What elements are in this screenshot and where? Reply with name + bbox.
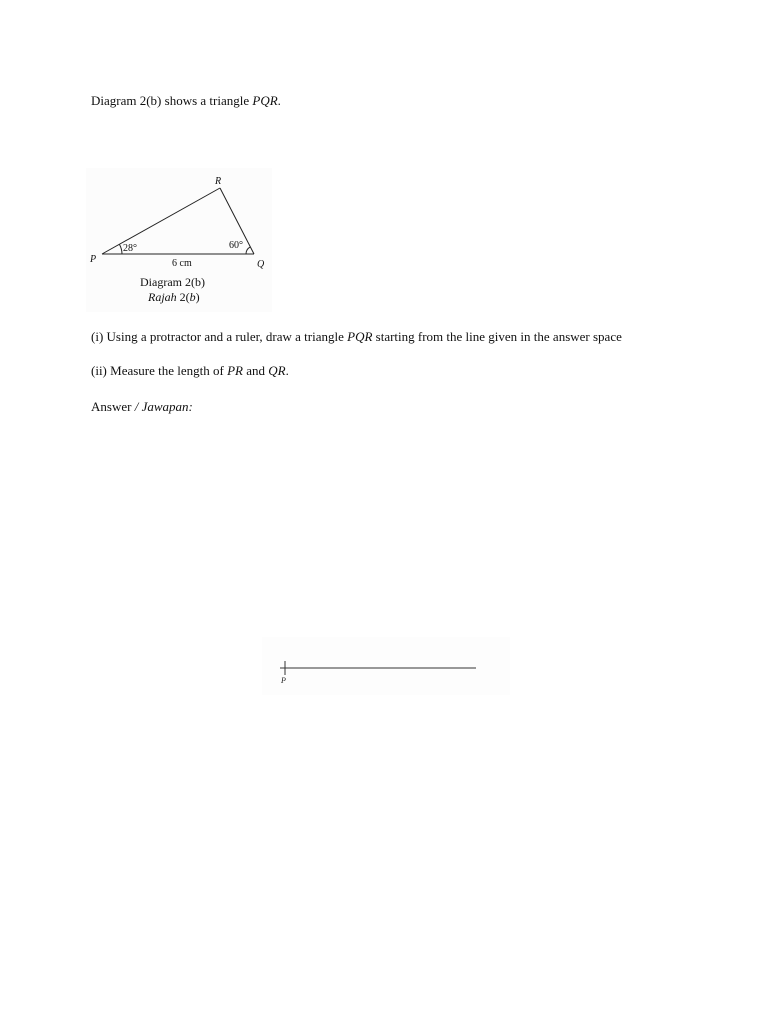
triangle-diagram [86,168,272,312]
caption-malay-close: ) [195,290,200,304]
question-1-part1: (i) Using a protractor and a ruler, draw a triangle [91,329,348,344]
question-2-side1: PR [227,363,243,378]
side-pr [102,188,220,254]
caption-malay-letter: b [189,290,196,304]
question-2-middle: and [242,363,269,378]
answer-separator: / [131,399,142,414]
intro-text [91,93,281,109]
question-1-triangle: PQR [347,329,373,344]
question-1 [91,329,622,345]
caption-malay-word: Rajah [148,290,177,304]
vertex-r-label: R [215,176,222,187]
question-2 [91,363,289,379]
answer-label-ms: Jawapan: [141,399,193,414]
intro-triangle: PQR [252,93,278,108]
answer-label [91,399,193,415]
answer-label-en: Answer [91,399,132,414]
point-p-label: P [281,676,286,685]
intro-period: . [277,93,281,108]
angle-q-label: 60° [229,240,243,251]
question-2-part1: (ii) Measure the length of [91,363,228,378]
angle-q-arc [246,247,250,254]
caption-malay-number: 2( [179,290,190,304]
question-2-period: . [285,363,289,378]
side-pq-label: 6 cm [172,258,192,269]
question-2-side2: QR [268,363,286,378]
angle-p-arc [120,245,123,255]
caption-english: Diagram 2(b) [140,275,205,289]
caption-malay [147,290,200,304]
answer-space [262,637,510,695]
question-1-part2: starting from the line given in the answer space [372,329,622,344]
vertex-p-label: P [90,254,97,265]
intro-part1: Diagram 2(b) shows a triangle [91,93,253,108]
angle-p-label: 28° [123,243,137,254]
vertex-q-label: Q [257,259,265,270]
